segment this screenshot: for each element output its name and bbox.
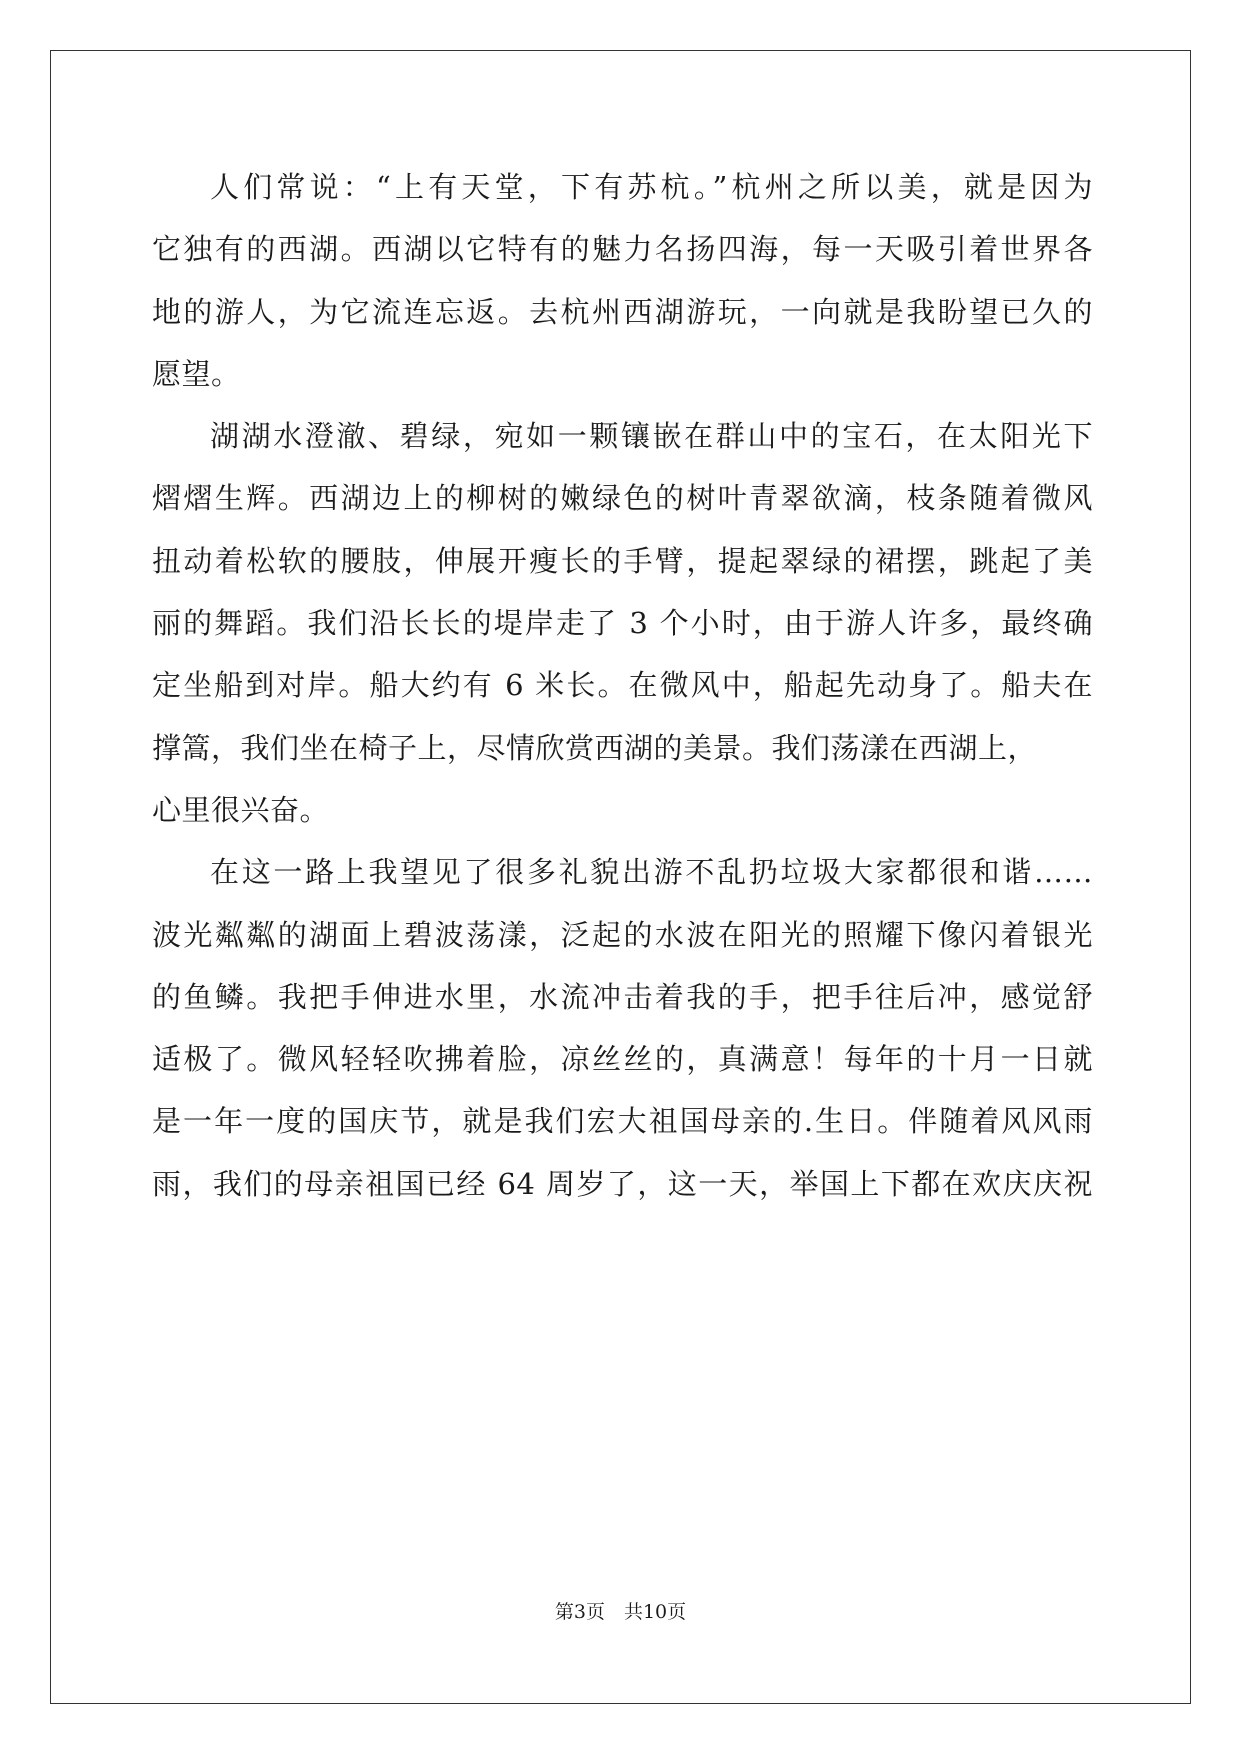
text-line: 撑篙，我们坐在椅子上，尽情欣赏西湖的美景。我们荡漾在西湖上， [152,730,1038,765]
text-line: 它独有的西湖。西湖以它特有的魅力名扬四海，每一天吸引着世界各 [152,232,1093,267]
text-line: 是一年一度的国庆节，就是我们宏大祖国母亲的.生日。伴随着风风雨 [152,1104,1093,1139]
text-line: 扭动着松软的腰肢，伸展开瘦长的手臂，提起翠绿的裙摆，跳起了美 [152,543,1093,578]
paragraph-1 [152,156,1093,405]
text-line: 在这一路上我望见了很多礼貌出游不乱扔垃圾大家都很和谐…… [210,855,1093,890]
page-number-footer: 第3页 共10页 [554,1601,687,1623]
text-line: 人们常说：“上有天堂，下有苏杭。”杭州之所以美，就是因为 [210,170,1093,204]
text-line: 湖湖水澄澈、碧绿，宛如一颗镶嵌在群山中的宝石，在太阳光下 [210,419,1093,454]
text-line: 波光粼粼的湖面上碧波荡漾，泛起的水波在阳光的照耀下像闪着银光 [152,917,1093,952]
paragraph-3 [152,841,1093,1215]
text-line: 丽的舞蹈。我们沿长长的堤岸走了 3 个小时，由于游人许多，最终确 [152,606,1093,641]
text-line: 的鱼鳞。我把手伸进水里，水流冲击着我的手，把手往后冲，感觉舒 [152,979,1093,1014]
text-line: 雨，我们的母亲祖国已经 64 周岁了，这一天，举国上下都在欢庆庆祝 [152,1166,1093,1201]
text-line: 愿望。 [152,356,241,391]
text-line: 定坐船到对岸。船大约有 6 米长。在微风中，船起先动身了。船夫在 [152,668,1093,703]
text-line: 地的游人，为它流连忘返。去杭州西湖游玩，一向就是我盼望已久的 [152,294,1093,329]
document-body [152,156,1093,1215]
text-line: 适极了。微风轻轻吹拂着脸，凉丝丝的，真满意！每年的十月一日就 [152,1042,1093,1077]
text-line: 心里很兴奋。 [152,792,330,827]
paragraph-2 [152,405,1093,841]
text-line: 熠熠生辉。西湖边上的柳树的嫩绿色的树叶青翠欲滴，枝条随着微风 [152,481,1093,516]
